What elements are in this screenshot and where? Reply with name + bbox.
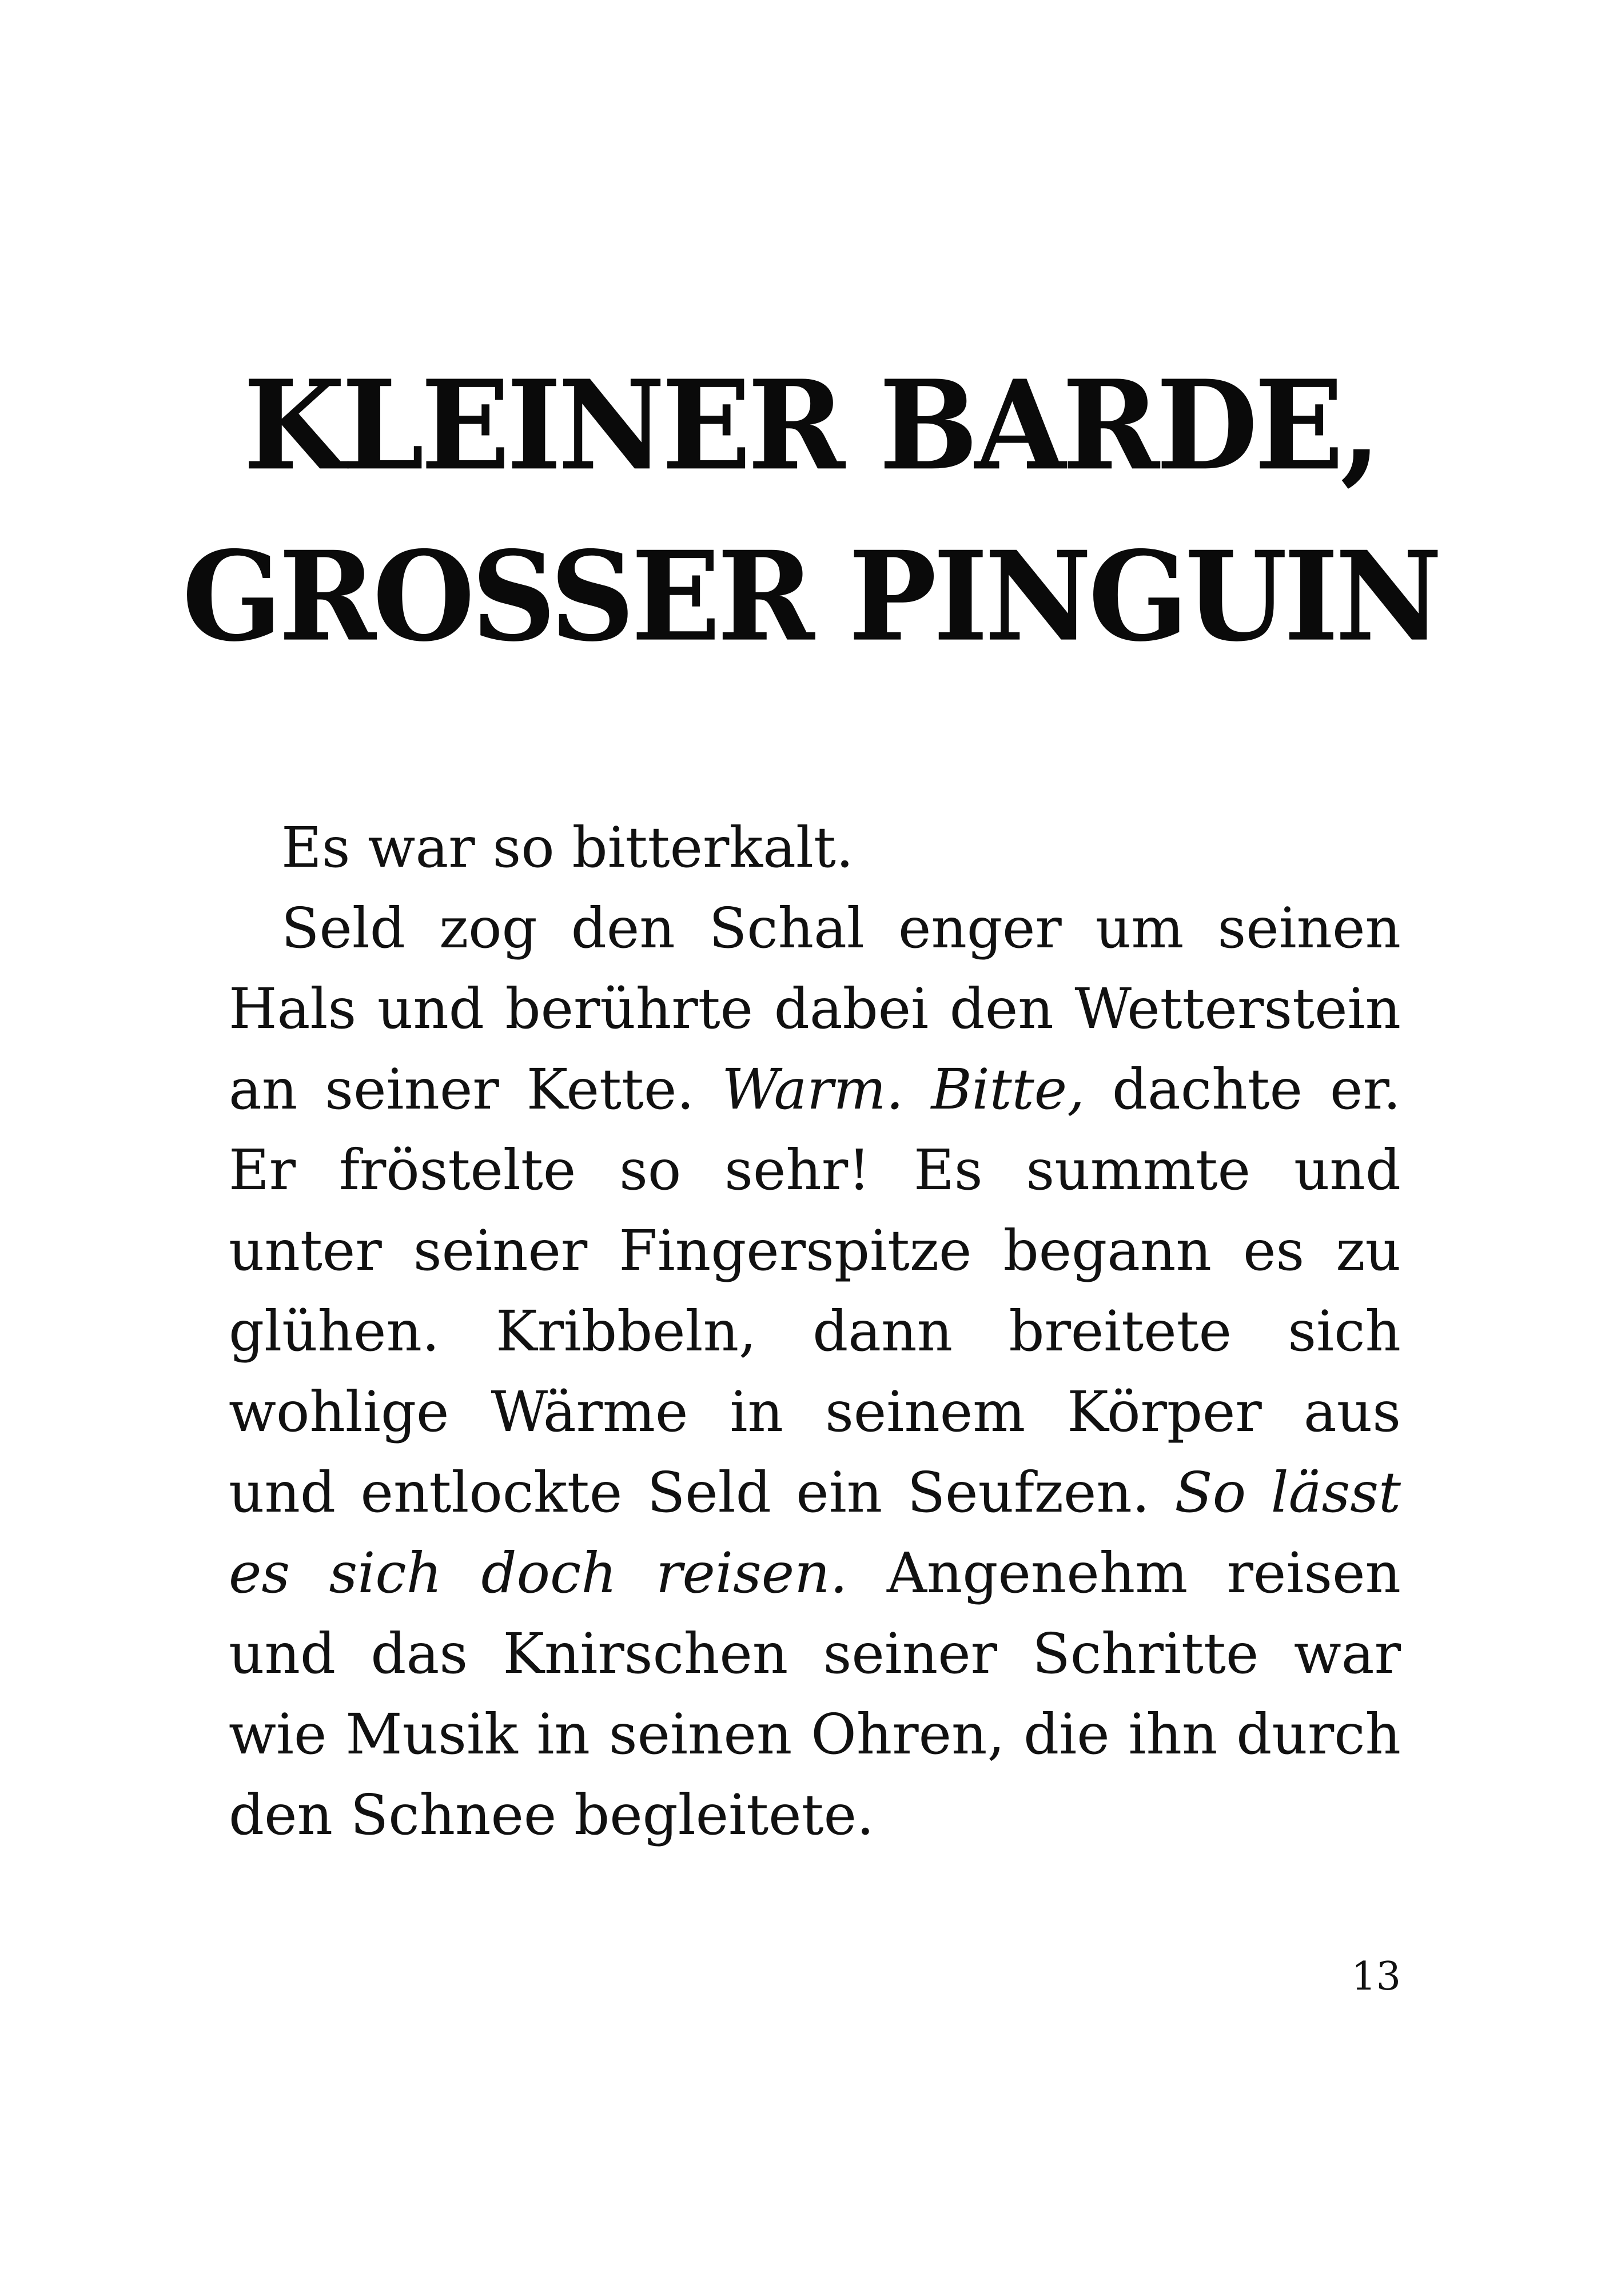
paragraph-2-italic-thought-1: Warm. Bitte, bbox=[722, 1057, 1085, 1122]
paragraph-2-text-e: Angenehm reisen und das Knirschen seiner Schritte war wie Musik in seinen Ohren, die ihn durch den Schnee begleitete. bbox=[229, 1541, 1401, 1847]
chapter-title-line-2: GROSSER PINGUIN bbox=[182, 525, 1439, 669]
page-number: 13 bbox=[1351, 1954, 1401, 1999]
paragraph-2-italic-thought-2: So lässt es sich doch reisen. bbox=[229, 1460, 1401, 1605]
chapter-title-line-1: KLEINER BARDE, bbox=[243, 353, 1378, 498]
paragraph-2-text-a: Seld zog den Schal enger um seinen Hals und berührte dabei den Wetterstein an seiner Kette. bbox=[229, 896, 1401, 1122]
paragraph-1-text: Es war so bitterkalt. bbox=[281, 815, 854, 880]
paragraph-2 bbox=[229, 888, 1401, 1855]
paragraph-1 bbox=[229, 807, 1401, 888]
paragraph-2-text-c: dachte er. Er fröstelte so sehr! Es summte und unter seiner Fingerspitze begann es zu glühen. Kribbeln, dann breitete sich wohlige Wärme in seinem Körper aus und entlockte Seld ein Seufzen. bbox=[229, 1057, 1401, 1525]
chapter-body bbox=[229, 807, 1401, 1855]
chapter-title bbox=[0, 341, 1621, 683]
